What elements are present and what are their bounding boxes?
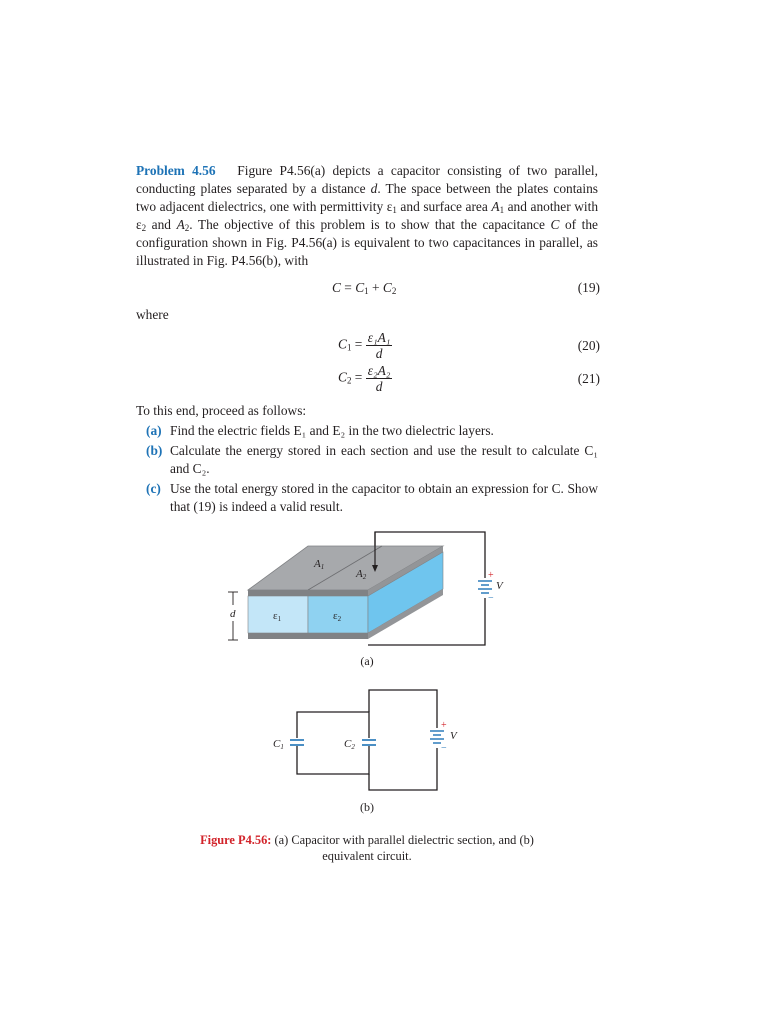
intro-text-7: of the configuration shown in Fig. P4.56(a) is equivalent to two capacitances in parallel, as illustrated in Fig. P4.56(b), with: [136, 217, 598, 268]
eq-sub: 1: [364, 286, 369, 296]
label-minus-b: −: [441, 743, 447, 754]
problem-label: Problem 4.56: [136, 163, 216, 178]
wire-outer-bottom: [369, 748, 437, 790]
equation-20: $C_1$ = $\frac{\text{ε₁A₁}}{d}$: [338, 330, 391, 361]
intro-text-1: Figure P4.56(a) depicts a capacitor consisting of two parallel, conducting plates separated by a distance: [136, 163, 598, 196]
intro-sub: 1: [499, 205, 505, 215]
caption-title: Figure P4.56:: [200, 833, 272, 847]
intro-var-d: d: [370, 181, 378, 196]
intro-text-6: . The objective of this problem is to show that the capacitance: [189, 217, 551, 232]
figure-a-label: (a): [360, 654, 374, 668]
equation-21-number: (21): [577, 371, 600, 386]
where-text: where: [136, 307, 169, 322]
label-a2: A2: [356, 568, 367, 581]
eq-term: C: [338, 369, 347, 385]
eq-term: C: [382, 280, 392, 295]
part-label: (a): [146, 423, 162, 438]
eq-term: C: [332, 280, 341, 295]
label-c2: C2: [344, 738, 355, 751]
intro-sub: 2: [141, 223, 147, 233]
eq-term: C: [355, 280, 365, 295]
intro-text-2: . The space between the plates contains two adjacent dielectrics, one with permittivity ε: [136, 181, 598, 214]
figure-caption: [200, 832, 534, 864]
equation-19: $C = C_1 + C_2$: [332, 280, 397, 296]
equation-19-number: (19): [577, 280, 600, 295]
fraction-numerator: ε₁A₁: [367, 330, 391, 345]
intro-text-4: and another with ε: [136, 199, 599, 232]
proceed-text: To this end, proceed as follows:: [136, 403, 307, 418]
part-text: Find the electric fields E₁ and E₂ in the two dielectric layers.: [170, 423, 494, 438]
label-plus-b: +: [441, 720, 447, 731]
intro-var-c: C: [550, 217, 560, 232]
fraction-numerator: ε₂A₂: [367, 363, 391, 378]
label-v: V: [496, 580, 503, 592]
eq-sub: 2: [391, 286, 397, 296]
wire-c-top: [297, 712, 369, 738]
label-eps1: ε1: [273, 610, 282, 623]
label-a1: A1: [314, 558, 325, 571]
fraction-denominator: d: [375, 346, 383, 361]
equation-20-number: (20): [577, 338, 600, 353]
part-text: Calculate the energy stored in each section and use the result to calculate C₁ and C₂.: [170, 443, 598, 476]
label-eps2: ε2: [333, 610, 342, 623]
label-v-b: V: [450, 730, 457, 742]
intro-text-3: and surface area: [396, 199, 492, 214]
equation-21: $C_2$ = $\frac{\text{ε₂A₂}}{d}$: [338, 363, 391, 394]
label-plus: +: [488, 570, 494, 581]
fraction-denominator: d: [375, 379, 383, 394]
intro-var-a1: A: [491, 199, 500, 214]
part-text: Use the total energy stored in the capacitor to obtain an expression for C. Show that (19) is indeed a valid result.: [170, 481, 598, 514]
wire-c-bottom: [297, 746, 369, 774]
caption-text: (a) Capacitor with parallel dielectric section, and (b) equivalent circuit.: [271, 833, 534, 863]
eq-term: C: [338, 336, 347, 352]
eq-sub: 2: [346, 375, 352, 386]
intro-sub: 1: [392, 205, 397, 215]
part-label: (c): [146, 481, 161, 496]
intro-text-5: and: [146, 217, 177, 232]
wire-outer-top: [369, 690, 437, 728]
label-c1: C1: [273, 738, 284, 751]
intro-sub: 2: [184, 223, 190, 233]
part-label: (b): [146, 443, 163, 458]
label-minus: −: [488, 593, 494, 604]
intro-var-a2: A: [176, 217, 185, 232]
eq-sub: 1: [346, 342, 352, 353]
figure-b-label: (b): [360, 800, 374, 814]
label-d: d: [230, 608, 236, 620]
